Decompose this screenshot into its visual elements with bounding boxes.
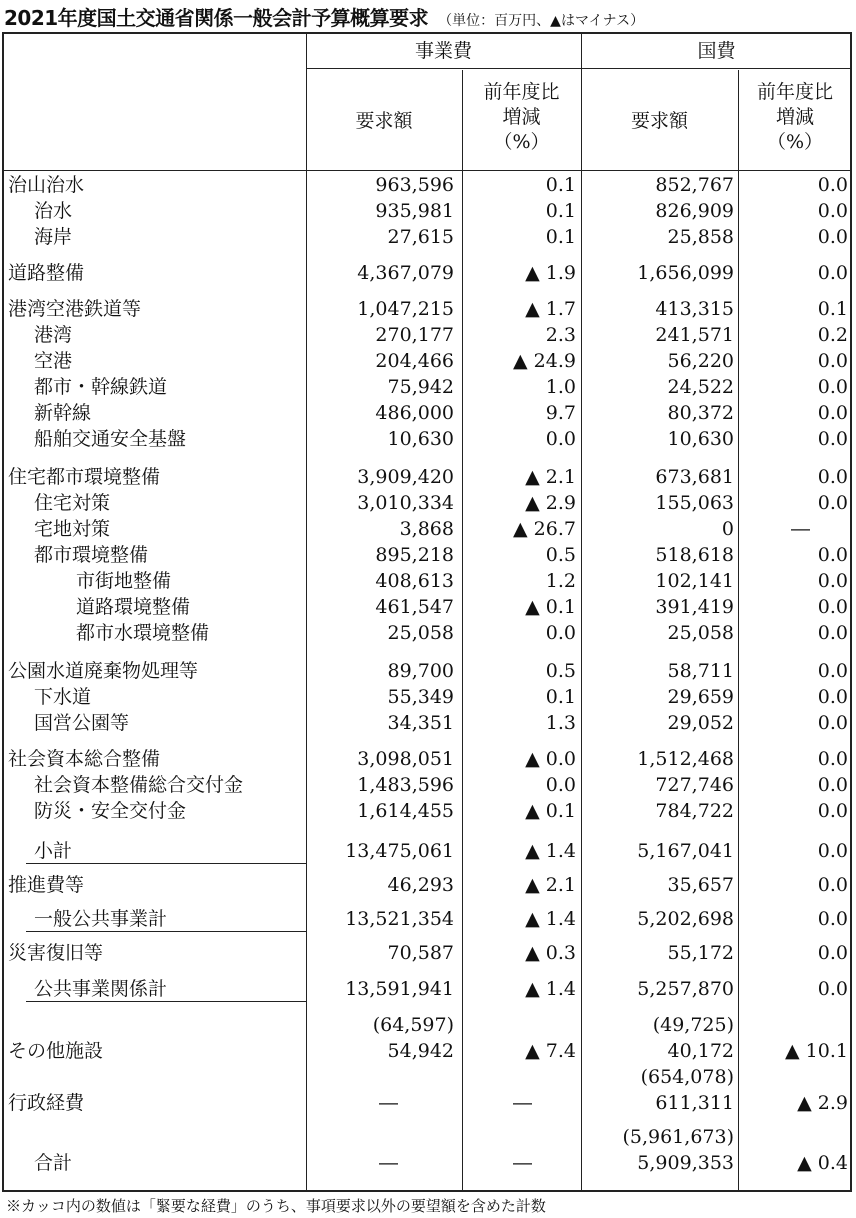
row-label: 空港	[34, 350, 73, 372]
cell-jigyohi: ―	[379, 1152, 398, 1174]
cell-kokuhi-ratio: ―	[791, 518, 810, 540]
subtotal-row	[4, 838, 850, 864]
table-row	[4, 940, 850, 966]
cell-kokuhi-ratio: 0.0	[817, 660, 848, 682]
table-row	[4, 1090, 850, 1116]
cell-kokuhi: 673,681	[655, 466, 734, 488]
cell-jigyohi-ratio: 0.5	[545, 544, 576, 566]
cell-kokuhi: 5,202,698	[637, 908, 734, 930]
cell-jigyohi-ratio: ▲ 2.1	[525, 874, 576, 896]
cell-jigyohi-ratio: 1.2	[545, 570, 576, 592]
subtotal-row	[4, 906, 850, 932]
row-label: 海岸	[34, 226, 73, 248]
cell-jigyohi: 1,047,215	[357, 298, 454, 320]
row-label: 合計	[34, 1152, 73, 1174]
cell-jigyohi: 46,293	[387, 874, 454, 896]
cell-kokuhi-ratio: 0.0	[817, 774, 848, 796]
cell-jigyohi-ratio: 0.0	[545, 774, 576, 796]
cell-kokuhi: 1,656,099	[637, 262, 734, 284]
table-row	[4, 568, 850, 594]
header-ratio-line2: 増減	[775, 106, 814, 128]
budget-table	[2, 32, 852, 1192]
cell-kokuhi-ratio: 0.0	[817, 978, 848, 1000]
table-row-paren	[4, 1124, 850, 1150]
cell-jigyohi: 461,547	[375, 596, 454, 618]
row-label: 社会資本総合整備	[8, 748, 161, 770]
row-label: 推進費等	[8, 874, 85, 896]
cell-kokuhi-ratio: 0.0	[817, 200, 848, 222]
table-row	[4, 542, 850, 568]
cell-jigyohi-ratio: ▲ 1.4	[525, 840, 576, 862]
cell-kokuhi-paren: (654,078)	[640, 1066, 734, 1088]
cell-jigyohi-ratio: 0.5	[545, 660, 576, 682]
cell-jigyohi: 408,613	[375, 570, 454, 592]
row-label: 災害復旧等	[8, 942, 104, 964]
cell-jigyohi: 1,614,455	[357, 800, 454, 822]
cell-jigyohi: 70,587	[387, 942, 454, 964]
cell-kokuhi: 784,722	[655, 800, 734, 822]
table-row-paren	[4, 1012, 850, 1038]
cell-kokuhi-ratio: 0.0	[817, 376, 848, 398]
header-ratio-line1: 前年度比	[483, 81, 560, 103]
cell-kokuhi: 29,052	[667, 712, 734, 734]
header-ratio-line3: （%）	[493, 131, 550, 153]
cell-jigyohi-ratio: ―	[513, 1152, 532, 1174]
cell-kokuhi: 0	[721, 518, 734, 540]
cell-jigyohi: 55,349	[387, 686, 454, 708]
cell-kokuhi-ratio: 0.0	[817, 840, 848, 862]
cell-jigyohi: 10,630	[387, 428, 454, 450]
cell-kokuhi: 25,058	[667, 622, 734, 644]
table-row	[4, 172, 850, 198]
cell-jigyohi-ratio: ▲ 0.1	[525, 800, 576, 822]
cell-kokuhi: 155,063	[655, 492, 734, 514]
header-kokuhi: 国費	[697, 40, 736, 62]
cell-jigyohi: 13,521,354	[345, 908, 454, 930]
cell-jigyohi-ratio: ▲ 7.4	[525, 1040, 576, 1062]
row-label: 道路環境整備	[76, 596, 191, 618]
cell-jigyohi-ratio: ▲ 0.1	[525, 596, 576, 618]
header-ratio-1	[462, 80, 581, 155]
cell-kokuhi-ratio: 0.1	[817, 298, 848, 320]
cell-kokuhi: 29,659	[667, 686, 734, 708]
row-label: 市街地整備	[76, 570, 172, 592]
cell-kokuhi-ratio: 0.0	[817, 402, 848, 424]
cell-kokuhi-ratio: ▲ 2.9	[797, 1092, 848, 1114]
cell-jigyohi-ratio: ▲ 2.1	[525, 466, 576, 488]
cell-kokuhi-ratio: 0.0	[817, 596, 848, 618]
subtotal-row	[4, 976, 850, 1002]
cell-jigyohi-ratio: ▲ 1.4	[525, 908, 576, 930]
table-row	[4, 198, 850, 224]
header-ratio-line2: 増減	[502, 106, 541, 128]
cell-kokuhi-ratio: 0.0	[817, 262, 848, 284]
header-divider	[306, 68, 850, 69]
cell-jigyohi-ratio: ▲ 2.9	[525, 492, 576, 514]
cell-jigyohi: 34,351	[387, 712, 454, 734]
cell-kokuhi-paren: (5,961,673)	[622, 1126, 734, 1148]
cell-jigyohi-ratio: ▲ 24.9	[513, 350, 576, 372]
cell-kokuhi-ratio: 0.0	[817, 428, 848, 450]
cell-kokuhi-ratio: 0.0	[817, 544, 848, 566]
table-row	[4, 684, 850, 710]
table-row	[4, 516, 850, 542]
row-label: 公園水道廃棄物処理等	[8, 660, 199, 682]
table-title	[4, 2, 644, 30]
cell-jigyohi: 3,010,334	[357, 492, 454, 514]
cell-jigyohi-ratio: ▲ 1.9	[525, 262, 576, 284]
cell-jigyohi-ratio: 0.1	[545, 226, 576, 248]
cell-kokuhi: 80,372	[667, 402, 734, 424]
cell-jigyohi-ratio: ▲ 26.7	[513, 518, 576, 540]
table-row	[4, 296, 850, 322]
row-label: 下水道	[34, 686, 92, 708]
row-label: 社会資本整備総合交付金	[34, 774, 244, 796]
cell-jigyohi: 935,981	[375, 200, 454, 222]
cell-kokuhi: 102,141	[655, 570, 734, 592]
cell-kokuhi: 25,858	[667, 226, 734, 248]
table-row	[4, 374, 850, 400]
cell-kokuhi-ratio: 0.0	[817, 874, 848, 896]
title-main: 2021年度国土交通省関係一般会計予算概算要求	[4, 6, 429, 30]
table-row	[4, 798, 850, 824]
cell-kokuhi-ratio: 0.0	[817, 712, 848, 734]
cell-kokuhi: 40,172	[667, 1040, 734, 1062]
total-row	[4, 1150, 850, 1176]
cell-jigyohi: 1,483,596	[357, 774, 454, 796]
cell-jigyohi: 75,942	[387, 376, 454, 398]
cell-jigyohi-ratio: ▲ 0.3	[525, 942, 576, 964]
cell-kokuhi: 58,711	[667, 660, 734, 682]
cell-kokuhi: 55,172	[667, 942, 734, 964]
cell-jigyohi: 13,591,941	[345, 978, 454, 1000]
cell-kokuhi: 852,767	[655, 174, 734, 196]
table-row	[4, 594, 850, 620]
cell-kokuhi-ratio: 0.0	[817, 174, 848, 196]
cell-jigyohi: 27,615	[387, 226, 454, 248]
cell-kokuhi-ratio: 0.0	[817, 686, 848, 708]
header-jigyohi: 事業費	[414, 40, 472, 62]
cell-kokuhi: 35,657	[667, 874, 734, 896]
table-row	[4, 260, 850, 286]
cell-kokuhi: 24,522	[667, 376, 734, 398]
cell-kokuhi: 10,630	[667, 428, 734, 450]
table-row	[4, 772, 850, 798]
cell-kokuhi-ratio: 0.0	[817, 226, 848, 248]
cell-kokuhi-ratio: 0.0	[817, 570, 848, 592]
cell-jigyohi: 3,868	[399, 518, 454, 540]
table-row	[4, 1038, 850, 1064]
row-label: 一般公共事業計	[34, 908, 168, 930]
header-request-2: 要求額	[630, 110, 688, 132]
row-label: その他施設	[8, 1040, 104, 1062]
table-row	[4, 348, 850, 374]
cell-jigyohi-ratio: 0.0	[545, 622, 576, 644]
cell-jigyohi: 3,098,051	[357, 748, 454, 770]
cell-kokuhi-ratio: 0.0	[817, 350, 848, 372]
table-row	[4, 710, 850, 736]
cell-kokuhi-ratio: 0.0	[817, 748, 848, 770]
table-row	[4, 620, 850, 646]
cell-kokuhi-ratio: ▲ 0.4	[797, 1152, 848, 1174]
table-row	[4, 658, 850, 684]
header-ratio-line1: 前年度比	[756, 81, 833, 103]
table-row	[4, 224, 850, 250]
cell-jigyohi-ratio: 2.3	[545, 324, 576, 346]
cell-kokuhi: 727,746	[655, 774, 734, 796]
cell-jigyohi-ratio: 0.1	[545, 200, 576, 222]
header-ratio-2	[738, 80, 852, 155]
cell-jigyohi-ratio: 0.1	[545, 174, 576, 196]
cell-kokuhi: 391,419	[655, 596, 734, 618]
row-label: 国営公園等	[34, 712, 130, 734]
table-row-paren	[4, 1064, 850, 1090]
row-label: 船舶交通安全基盤	[34, 428, 187, 450]
cell-kokuhi-ratio: 0.0	[817, 492, 848, 514]
table-row	[4, 872, 850, 898]
cell-kokuhi-ratio: 0.2	[817, 324, 848, 346]
cell-jigyohi-ratio: ▲ 1.7	[525, 298, 576, 320]
cell-jigyohi: ―	[379, 1092, 398, 1114]
cell-kokuhi-ratio: 0.0	[817, 466, 848, 488]
cell-jigyohi: 54,942	[387, 1040, 454, 1062]
table-row	[4, 400, 850, 426]
cell-kokuhi: 518,618	[655, 544, 734, 566]
cell-jigyohi-ratio: 0.1	[545, 686, 576, 708]
cell-kokuhi: 826,909	[655, 200, 734, 222]
cell-kokuhi: 611,311	[655, 1092, 734, 1114]
row-label: 新幹線	[34, 402, 92, 424]
cell-jigyohi-ratio: 1.0	[545, 376, 576, 398]
cell-jigyohi-ratio: 9.7	[545, 402, 576, 424]
cell-jigyohi: 270,177	[375, 324, 454, 346]
cell-kokuhi: 5,167,041	[637, 840, 734, 862]
cell-kokuhi-paren: (49,725)	[652, 1014, 734, 1036]
cell-kokuhi: 1,512,468	[637, 748, 734, 770]
row-label: 小計	[34, 840, 73, 862]
cell-jigyohi: 3,909,420	[357, 466, 454, 488]
cell-kokuhi-ratio: 0.0	[817, 908, 848, 930]
cell-kokuhi: 5,909,353	[637, 1152, 734, 1174]
cell-kokuhi-ratio: 0.0	[817, 942, 848, 964]
cell-jigyohi-ratio: ▲ 0.0	[525, 748, 576, 770]
row-label: 住宅対策	[34, 492, 111, 514]
row-label: 都市環境整備	[34, 544, 149, 566]
cell-kokuhi-ratio: 0.0	[817, 622, 848, 644]
subtotal-underline	[26, 863, 306, 864]
cell-jigyohi-ratio: ▲ 1.4	[525, 978, 576, 1000]
cell-kokuhi-ratio: 0.0	[817, 800, 848, 822]
cell-jigyohi: 13,475,061	[345, 840, 454, 862]
table-row	[4, 426, 850, 452]
cell-jigyohi-paren: (64,597)	[372, 1014, 454, 1036]
header-bottom-line	[4, 170, 850, 171]
cell-jigyohi: 963,596	[375, 174, 454, 196]
header-request-1: 要求額	[355, 110, 413, 132]
row-label: 公共事業関係計	[34, 978, 168, 1000]
cell-jigyohi-ratio: 1.3	[545, 712, 576, 734]
row-label: 港湾	[34, 324, 73, 346]
table-row	[4, 490, 850, 516]
table-row	[4, 464, 850, 490]
row-label: 道路整備	[8, 262, 85, 284]
cell-jigyohi-ratio: ―	[513, 1092, 532, 1114]
row-label: 治山治水	[8, 174, 85, 196]
row-label: 治水	[34, 200, 73, 222]
unit-note: （単位：百万円、▲はマイナス）	[438, 13, 645, 29]
cell-kokuhi: 5,257,870	[637, 978, 734, 1000]
row-label: 住宅都市環境整備	[8, 466, 161, 488]
row-label: 宅地対策	[34, 518, 111, 540]
row-label: 行政経費	[8, 1092, 85, 1114]
cell-jigyohi: 895,218	[375, 544, 454, 566]
footnote: ※カッコ内の数値は「緊要な経費」のうち、事項要求以外の要望額を含めた計数	[6, 1197, 546, 1215]
cell-kokuhi: 241,571	[655, 324, 734, 346]
cell-kokuhi-ratio: ▲ 10.1	[785, 1040, 848, 1062]
table-row	[4, 322, 850, 348]
row-label: 都市・幹線鉄道	[34, 376, 168, 398]
cell-jigyohi: 204,466	[375, 350, 454, 372]
cell-jigyohi: 89,700	[387, 660, 454, 682]
subtotal-underline	[26, 1001, 306, 1002]
row-label: 防災・安全交付金	[34, 800, 187, 822]
subtotal-underline	[26, 931, 306, 932]
table-row	[4, 746, 850, 772]
cell-jigyohi: 4,367,079	[357, 262, 454, 284]
cell-kokuhi: 56,220	[667, 350, 734, 372]
row-label: 港湾空港鉄道等	[8, 298, 142, 320]
cell-jigyohi: 486,000	[375, 402, 454, 424]
row-label: 都市水環境整備	[76, 622, 210, 644]
cell-jigyohi: 25,058	[387, 622, 454, 644]
cell-jigyohi-ratio: 0.0	[545, 428, 576, 450]
cell-kokuhi: 413,315	[655, 298, 734, 320]
header-ratio-line3: （%）	[766, 131, 824, 153]
